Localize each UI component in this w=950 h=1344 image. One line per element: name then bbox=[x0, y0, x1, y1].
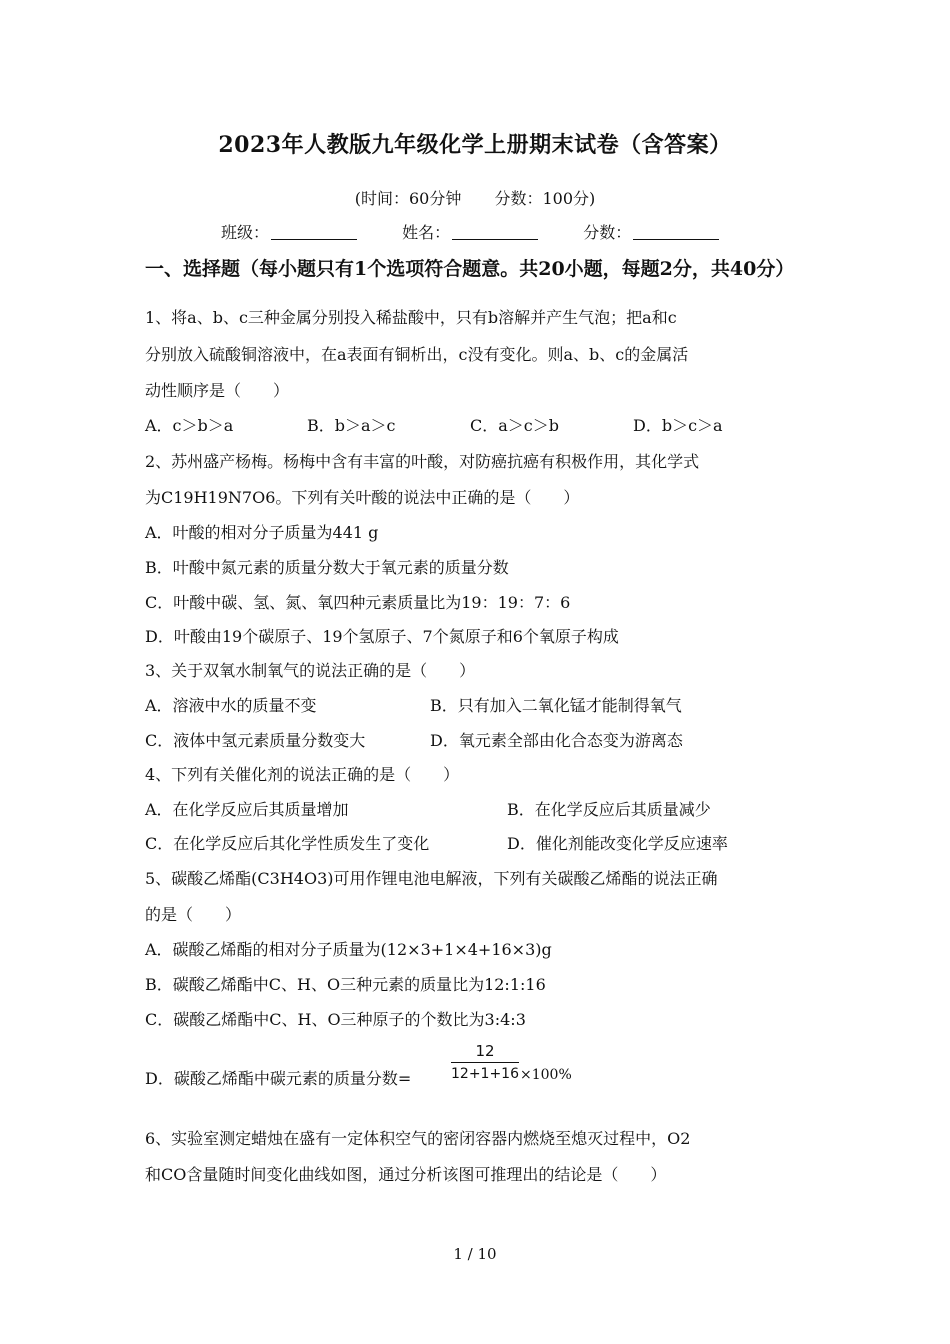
score-label: 分数： bbox=[583, 223, 632, 242]
q1-option-b: B．b＞a＞c bbox=[307, 416, 396, 435]
q4-option-b: B．在化学反应后其质量减少 bbox=[507, 800, 711, 819]
q2-option-b: B．叶酸中氮元素的质量分数大于氧元素的质量分数 bbox=[145, 558, 509, 577]
q5-option-d: D．碳酸乙烯酯中碳元素的质量分数= bbox=[145, 1069, 412, 1088]
q1-line-2: 分别放入硫酸铜溶液中，在a表面有铜析出，c没有变化。则a、b、c的金属活 bbox=[145, 345, 689, 364]
q3-option-a: A．溶液中水的质量不变 bbox=[145, 696, 317, 715]
q1-option-d: D．b＞c＞a bbox=[633, 416, 723, 435]
q4-line-1: 4、下列有关催化剂的说法正确的是（ ） bbox=[145, 765, 460, 784]
q3-option-c: C．液体中氢元素质量分数变大 bbox=[145, 731, 366, 750]
fraction-denominator: 12+1+16 bbox=[451, 1066, 519, 1082]
q4-option-d: D．催化剂能改变化学反应速率 bbox=[507, 834, 728, 853]
q4-options-row-2 bbox=[145, 831, 728, 854]
fraction-suffix: ×100% bbox=[520, 1067, 572, 1083]
q6-line-2: 和CO含量随时间变化曲线如图，通过分析该图可推理出的结论是（ ） bbox=[145, 1165, 667, 1184]
class-blank bbox=[271, 223, 357, 240]
page-title: 2023年人教版九年级化学上册期末试卷（含答案） bbox=[218, 132, 732, 158]
q1-options bbox=[145, 413, 723, 436]
q4-option-a: A．在化学反应后其质量增加 bbox=[145, 800, 349, 819]
q3-options-row-2 bbox=[145, 728, 683, 751]
page-number: 1 / 10 bbox=[453, 1245, 497, 1263]
name-label: 姓名： bbox=[402, 223, 451, 242]
q2-option-d: D．叶酸由19个碳原子、19个氢原子、7个氮原子和6个氧原子构成 bbox=[145, 627, 619, 646]
exam-time: (时间：60分钟 bbox=[354, 189, 462, 208]
score-field bbox=[583, 220, 719, 243]
q2-line-1: 2、苏州盛产杨梅。杨梅中含有丰富的叶酸，对防癌抗癌有积极作用，其化学式 bbox=[145, 452, 700, 471]
section-heading: 一、选择题（每小题只有1个选项符合题意。共20小题，每题2分，共40分） bbox=[145, 258, 795, 280]
carbon-fraction bbox=[451, 1041, 519, 1084]
score-blank bbox=[633, 223, 719, 240]
q5-line-2: 的是（ ） bbox=[145, 905, 242, 924]
q2-option-a: A．叶酸的相对分子质量为441 g bbox=[145, 523, 379, 542]
q1-option-a: A．c＞b＞a bbox=[145, 416, 234, 435]
student-info-fields bbox=[221, 220, 759, 243]
q5-option-a: A．碳酸乙烯酯的相对分子质量为(12×3+1×4+16×3)g bbox=[145, 940, 552, 959]
q3-line-1: 3、关于双氧水制氧气的说法正确的是（ ） bbox=[145, 661, 476, 680]
class-field bbox=[221, 220, 357, 243]
q2-option-c: C．叶酸中碳、氢、氮、氧四种元素质量比为19：19：7：6 bbox=[145, 593, 571, 612]
q3-options-row-1 bbox=[145, 693, 682, 716]
name-field bbox=[402, 220, 538, 243]
q5-option-c: C．碳酸乙烯酯中C、H、O三种原子的个数比为3:4:3 bbox=[145, 1010, 526, 1029]
exam-total-score: 分数：100分) bbox=[494, 189, 596, 208]
q1-line-1: 1、将a、b、c三种金属分别投入稀盐酸中，只有b溶解并产生气泡；把a和c bbox=[145, 308, 677, 327]
q3-option-b: B．只有加入二氧化锰才能制得氧气 bbox=[430, 696, 682, 715]
fraction-bar bbox=[451, 1062, 519, 1063]
q4-options-row-1 bbox=[145, 797, 711, 820]
fraction-numerator: 12 bbox=[475, 1042, 495, 1060]
q1-option-c: C．a＞c＞b bbox=[470, 416, 559, 435]
name-blank bbox=[452, 223, 538, 240]
q4-option-c: C．在化学反应后其化学性质发生了变化 bbox=[145, 834, 430, 853]
q6-line-1: 6、实验室测定蜡烛在盛有一定体积空气的密闭容器内燃烧至熄灭过程中，O2 bbox=[145, 1129, 691, 1148]
q2-line-2: 为C19H19N7O6。下列有关叶酸的说法中正确的是（ ） bbox=[145, 488, 580, 507]
exam-info bbox=[0, 186, 950, 209]
class-label: 班级： bbox=[221, 223, 270, 242]
q5-option-b: B．碳酸乙烯酯中C、H、O三种元素的质量比为12:1:16 bbox=[145, 975, 546, 994]
q5-line-1: 5、碳酸乙烯酯(C3H4O3)可用作锂电池电解液，下列有关碳酸乙烯酯的说法正确 bbox=[145, 869, 718, 888]
q1-line-3: 动性顺序是（ ） bbox=[145, 381, 290, 400]
q3-option-d: D．氧元素全部由化合态变为游离态 bbox=[430, 731, 683, 750]
